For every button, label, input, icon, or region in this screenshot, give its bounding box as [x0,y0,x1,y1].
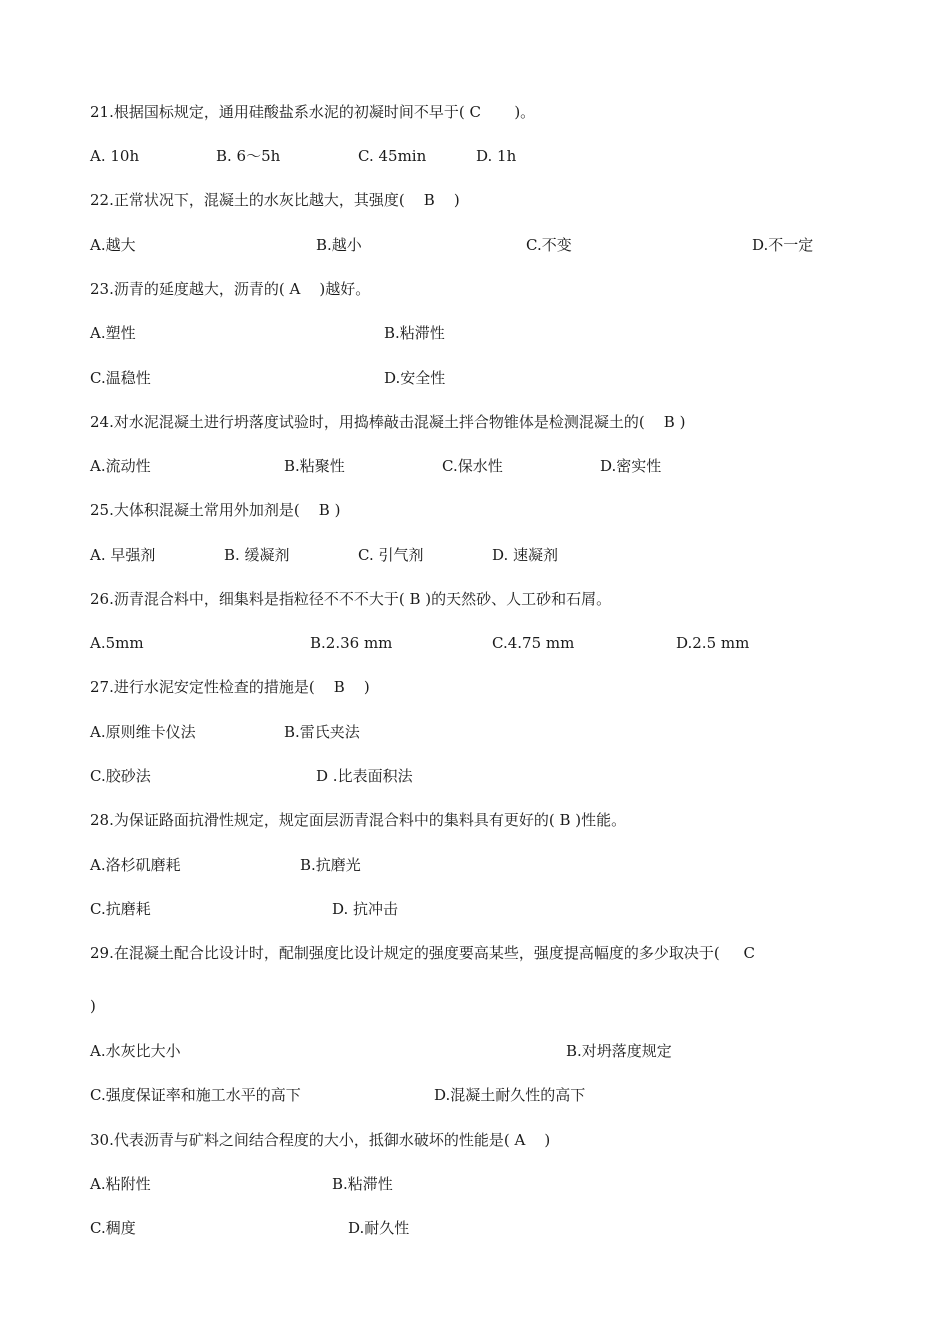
option-d: D. 1h [476,147,517,165]
option-b: B.雷氏夹法 [284,723,360,741]
question-28-stem: 28.为保证路面抗滑性规定，规定面层沥青混合料中的集料具有更好的( B )性能。 [90,811,627,829]
option-a: A.原则维卡仪法 [90,723,196,741]
question-21-stem: 21.根据国标规定，通用硅酸盐系水泥的初凝时间不早于( C )。 [90,103,536,121]
option-d: D.耐久性 [348,1219,410,1237]
option-a: A.越大 [90,236,136,254]
question-29-stem-continuation: ) [90,997,96,1015]
option-d: D.密实性 [600,457,662,475]
question-27-stem: 27.进行水泥安定性检查的措施是( B ) [90,678,370,696]
option-a: A. 10h [90,147,140,165]
option-a: A.流动性 [90,457,151,475]
option-d: D.不一定 [752,236,814,254]
question-24-stem: 24.对水泥混凝土进行坍落度试验时，用捣棒敲击混凝土拌合物锥体是检测混凝土的( B ) [90,413,686,431]
option-a: A.洛杉矶磨耗 [90,856,181,874]
option-b: B.2.36 mm [310,634,393,652]
option-c: C.强度保证率和施工水平的高下 [90,1086,301,1104]
option-a: A.水灰比大小 [90,1042,181,1060]
option-b: B.对坍落度规定 [566,1042,672,1060]
question-29-stem: 29.在混凝土配合比设计时，配制强度比设计规定的强度要高某些，强度提高幅度的多少取决于( C [90,944,756,962]
option-c: C. 45min [358,147,427,165]
option-a: A.5mm [90,634,144,652]
question-26-stem: 26.沥青混合料中，细集料是指粒径不不不大于( B )的天然砂、人工砂和石屑。 [90,590,612,608]
option-b: B.粘滞性 [332,1175,393,1193]
option-d: D.混凝土耐久性的高下 [434,1086,586,1104]
option-a: A.粘附性 [90,1175,151,1193]
question-30-options-row2 [90,1218,410,1298]
option-d: D. 抗冲击 [332,900,399,918]
option-d: D.安全性 [384,369,446,387]
option-b: B.粘滞性 [384,324,445,342]
option-b: B.粘聚性 [284,457,345,475]
option-c: C.保水性 [442,457,503,475]
option-d: D. 速凝剂 [492,546,559,564]
option-c: C.温稳性 [90,369,151,387]
option-b: B.越小 [316,236,362,254]
option-c: C.胶砂法 [90,767,151,785]
option-a: A. 早强剂 [90,546,156,564]
option-c: C.稠度 [90,1219,136,1237]
option-d: D .比表面积法 [316,767,413,785]
option-c: C. 引气剂 [358,546,424,564]
question-28-options-row2 [90,899,399,979]
question-22-stem: 22.正常状况下，混凝土的水灰比越大，其强度( B ) [90,191,460,209]
option-c: C.4.75 mm [492,634,575,652]
option-c: C.抗磨耗 [90,900,151,918]
option-a: A.塑性 [90,324,136,342]
question-23-stem: 23.沥青的延度越大，沥青的( A )越好。 [90,280,371,298]
option-b: B. 6～5h [216,147,281,165]
option-b: B. 缓凝剂 [224,546,290,564]
option-b: B.抗磨光 [300,856,361,874]
option-d: D.2.5 mm [676,634,750,652]
question-30-stem: 30.代表沥青与矿料之间结合程度的大小，抵御水破坏的性能是( A ) [90,1131,551,1149]
question-25-stem: 25.大体积混凝土常用外加剂是( B ) [90,501,341,519]
option-c: C.不变 [526,236,572,254]
